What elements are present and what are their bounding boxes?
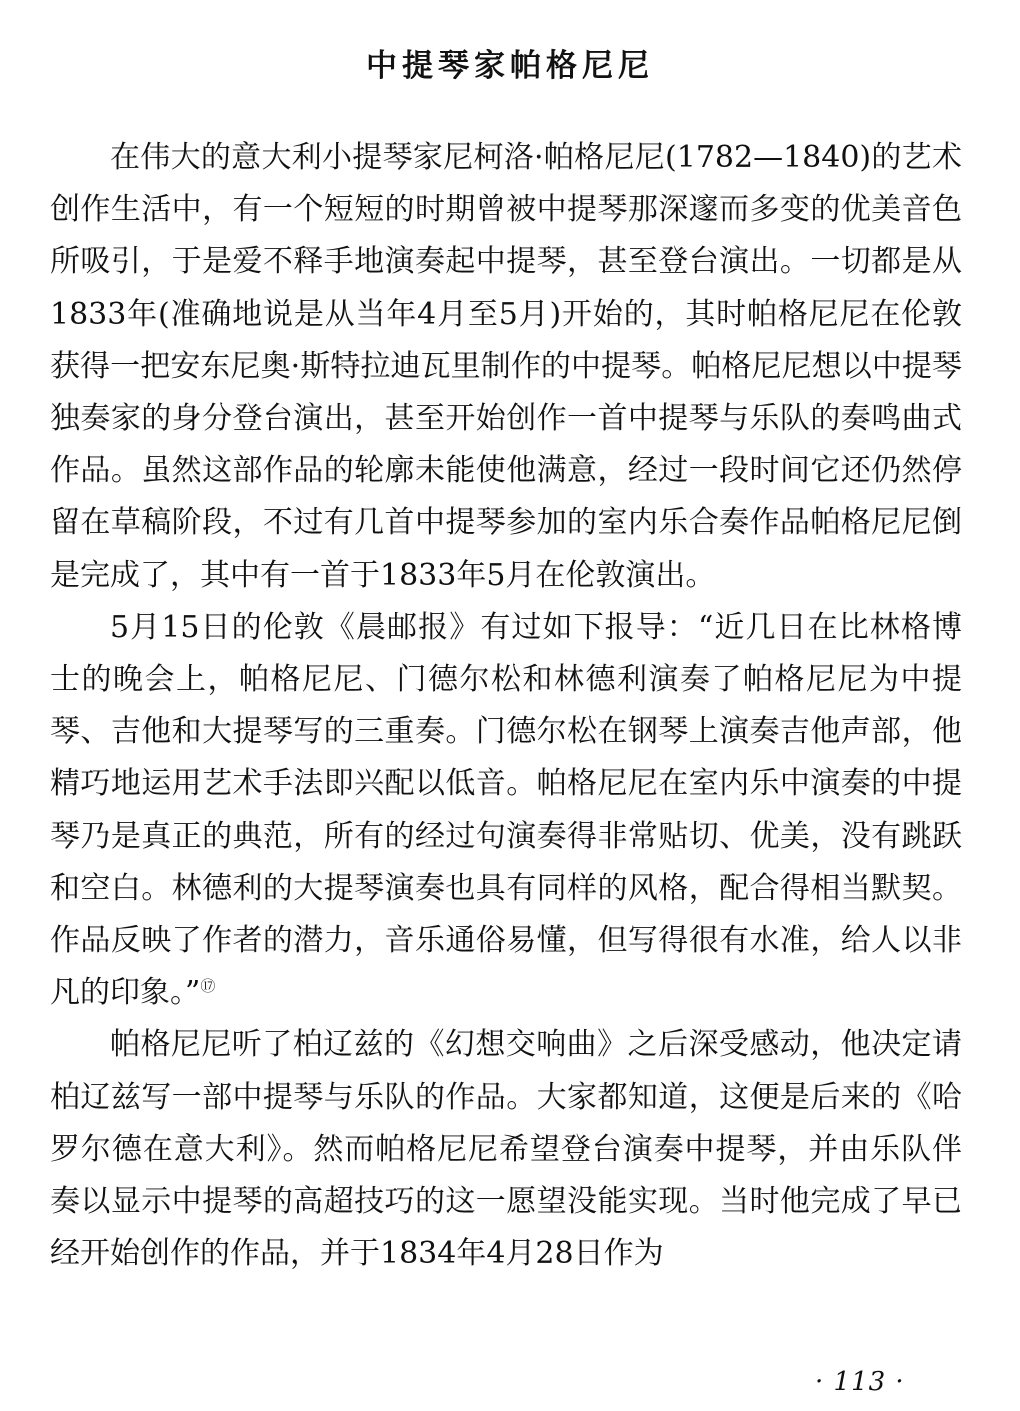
paragraph-3: 帕格尼尼听了柏辽兹的《幻想交响曲》之后深受感动，他决定请柏辽兹写一部中提琴与乐队的作品。大家都知道，这便是后来的《哈罗尔德在意大利》。然而帕格尼尼希望登台演奏中提琴，并由乐队伴奏以显示中提琴的高超技巧的这一愿望没能实现。当时他完成了早已经开始创作的作品，并于1834年4月28日作为 [50, 1027, 962, 1272]
page-number: · 113 · [815, 1367, 905, 1397]
footnote-marker: ⑰ [200, 977, 216, 996]
page-title: 中提琴家帕格尼尼 [366, 48, 654, 84]
body-text [50, 132, 962, 1280]
paragraph-2 [50, 602, 962, 1020]
paragraph-1: 在伟大的意大利小提琴家尼柯洛·帕格尼尼(1782—1840)的艺术创作生活中，有一个短短的时期曾被中提琴那深邃而多变的优美音色所吸引，于是爱不释手地演奏起中提琴，甚至登台演出。一切都是从1833年(准确地说是从当年4月至5月)开始的，其时帕格尼尼在伦敦获得一把安东尼奥·斯特拉迪瓦里制作的中提琴。帕格尼尼想以中提琴独奏家的身分登台演出，甚至开始创作一首中提琴与乐队的奏鸣曲式作品。虽然这部作品的轮廓未能使他满意，经过一段时间它还仍然停留在草稿阶段，不过有几首中提琴参加的室内乐合奏作品帕格尼尼倒是完成了，其中有一首于1833年5月在伦敦演出。 [50, 140, 962, 593]
paragraph-2-text: 5月15日的伦敦《晨邮报》有过如下报导：“近几日在比林格博士的晚会上，帕格尼尼、门德尔松和林德利演奏了帕格尼尼为中提琴、吉他和大提琴写的三重奏。门德尔松在钢琴上演奏吉他声部，他精巧地运用艺术手法即兴配以低音。帕格尼尼在室内乐中演奏的中提琴乃是真正的典范，所有的经过句演奏得非常贴切、优美，没有跳跃和空白。林德利的大提琴演奏也具有同样的风格，配合得相当默契。作品反映了作者的潜力，音乐通俗易懂，但写得很有水准，给人以非凡的印象。” [50, 609, 962, 1011]
